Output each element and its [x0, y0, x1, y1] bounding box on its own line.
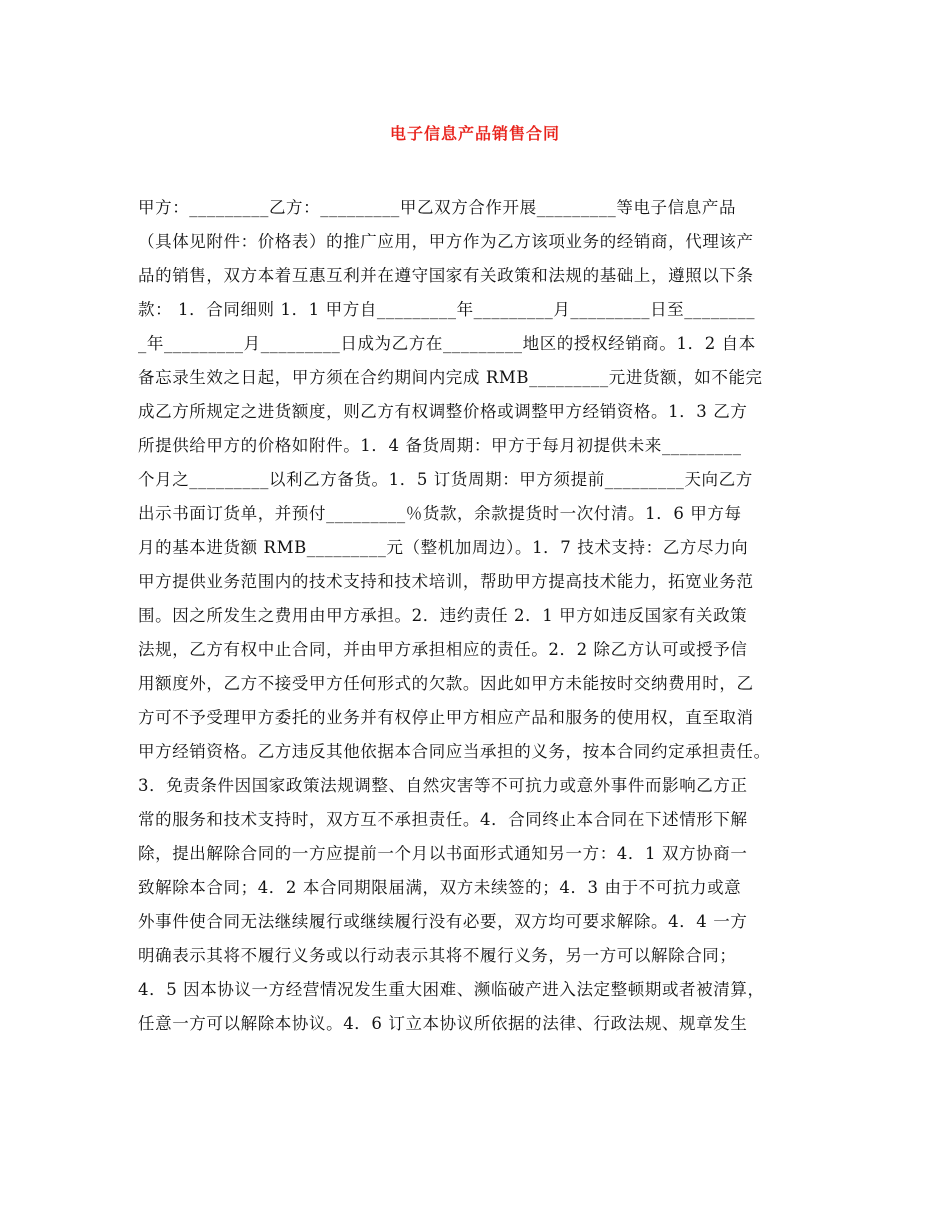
body-line: 3．免责条件因国家政策法规调整、自然灾害等不可抗力或意外事件而影响乙方正: [138, 776, 748, 795]
body-line: 甲方提供业务范围内的技术支持和技术培训，帮助甲方提高技术能力，拓宽业务范: [138, 572, 754, 591]
body-line: 月的基本进货额 RMB_________元（整机加周边）。1．7 技术支持：乙方尽力向: [138, 538, 749, 557]
body-line: 围。因之所发生之费用由甲方承担。2．违约责任 2．1 甲方如违反国家有关政策: [138, 606, 748, 625]
body-line: _年_________月_________日成为乙方在_________地区的授权经销商。1．2 自本: [138, 334, 756, 353]
body-line: （具体见附件：价格表）的推广应用，甲方作为乙方该项业务的经销商，代理该产: [138, 232, 754, 251]
body-line: 法规，乙方有权中止合同，并由甲方承担相应的责任。2．2 除乙方认可或授予信: [138, 640, 748, 659]
body-line: 明确表示其将不履行义务或以行动表示其将不履行义务，另一方可以解除合同；: [138, 946, 737, 965]
body-line: 任意一方可以解除本协议。4．6 订立本协议所依据的法律、行政法规、规章发生: [138, 1014, 748, 1033]
body-line: 致解除本合同；4．2 本合同期限届满，双方未续签的；4．3 由于不可抗力或意: [138, 878, 742, 897]
body-line: 方可不予受理甲方委托的业务并有权停止甲方相应产品和服务的使用权，直至取消: [138, 708, 754, 727]
contract-body: [138, 191, 828, 1041]
body-line: 款： 1．合同细则 1．1 甲方自_________年_________月_________日至________: [138, 300, 756, 319]
body-line: 甲方：_________乙方：_________甲乙双方合作开展_________等电子信息产品: [138, 198, 737, 217]
body-line: 常的服务和技术支持时，双方互不承担责任。4．合同终止本合同在下述情形下解: [138, 810, 748, 829]
body-line: 成乙方所规定之进货额度，则乙方有权调整价格或调整甲方经销资格。1．3 乙方: [138, 402, 748, 421]
body-line: 外事件使合同无法继续履行或继续履行没有必要，双方均可要求解除。4．4 一方: [138, 912, 748, 931]
body-line: 所提供给甲方的价格如附件。1．4 备货周期：甲方于每月初提供未来_________: [138, 436, 742, 455]
body-line: 品的销售，双方本着互惠互利并在遵守国家有关政策和法规的基础上，遵照以下条: [138, 266, 754, 285]
body-line: 出示书面订货单，并预付_________％货款，余款提货时一次付清。1．6 甲方每: [138, 504, 742, 523]
document-title: 电子信息产品销售合同: [389, 124, 560, 143]
body-line: 除，提出解除合同的一方应提前一个月以书面形式通知另一方：4．1 双方协商一: [138, 844, 748, 863]
body-line: 用额度外，乙方不接受甲方任何形式的欠款。因此如甲方未能按时交纳费用时，乙: [138, 674, 754, 693]
body-line: 甲方经销资格。乙方违反其他依据本合同应当承担的义务，按本合同约定承担责任。: [138, 742, 771, 761]
body-line: 4．5 因本协议一方经营情况发生重大困难、濒临破产进入法定整顿期或者被清算，: [138, 980, 765, 999]
body-line: 备忘录生效之日起，甲方须在合约期间内完成 RMB_________元进货额，如不能完: [138, 368, 763, 387]
body-line: 个月之_________以利乙方备货。1．5 订货周期：甲方须提前_________天向乙方: [138, 470, 753, 489]
